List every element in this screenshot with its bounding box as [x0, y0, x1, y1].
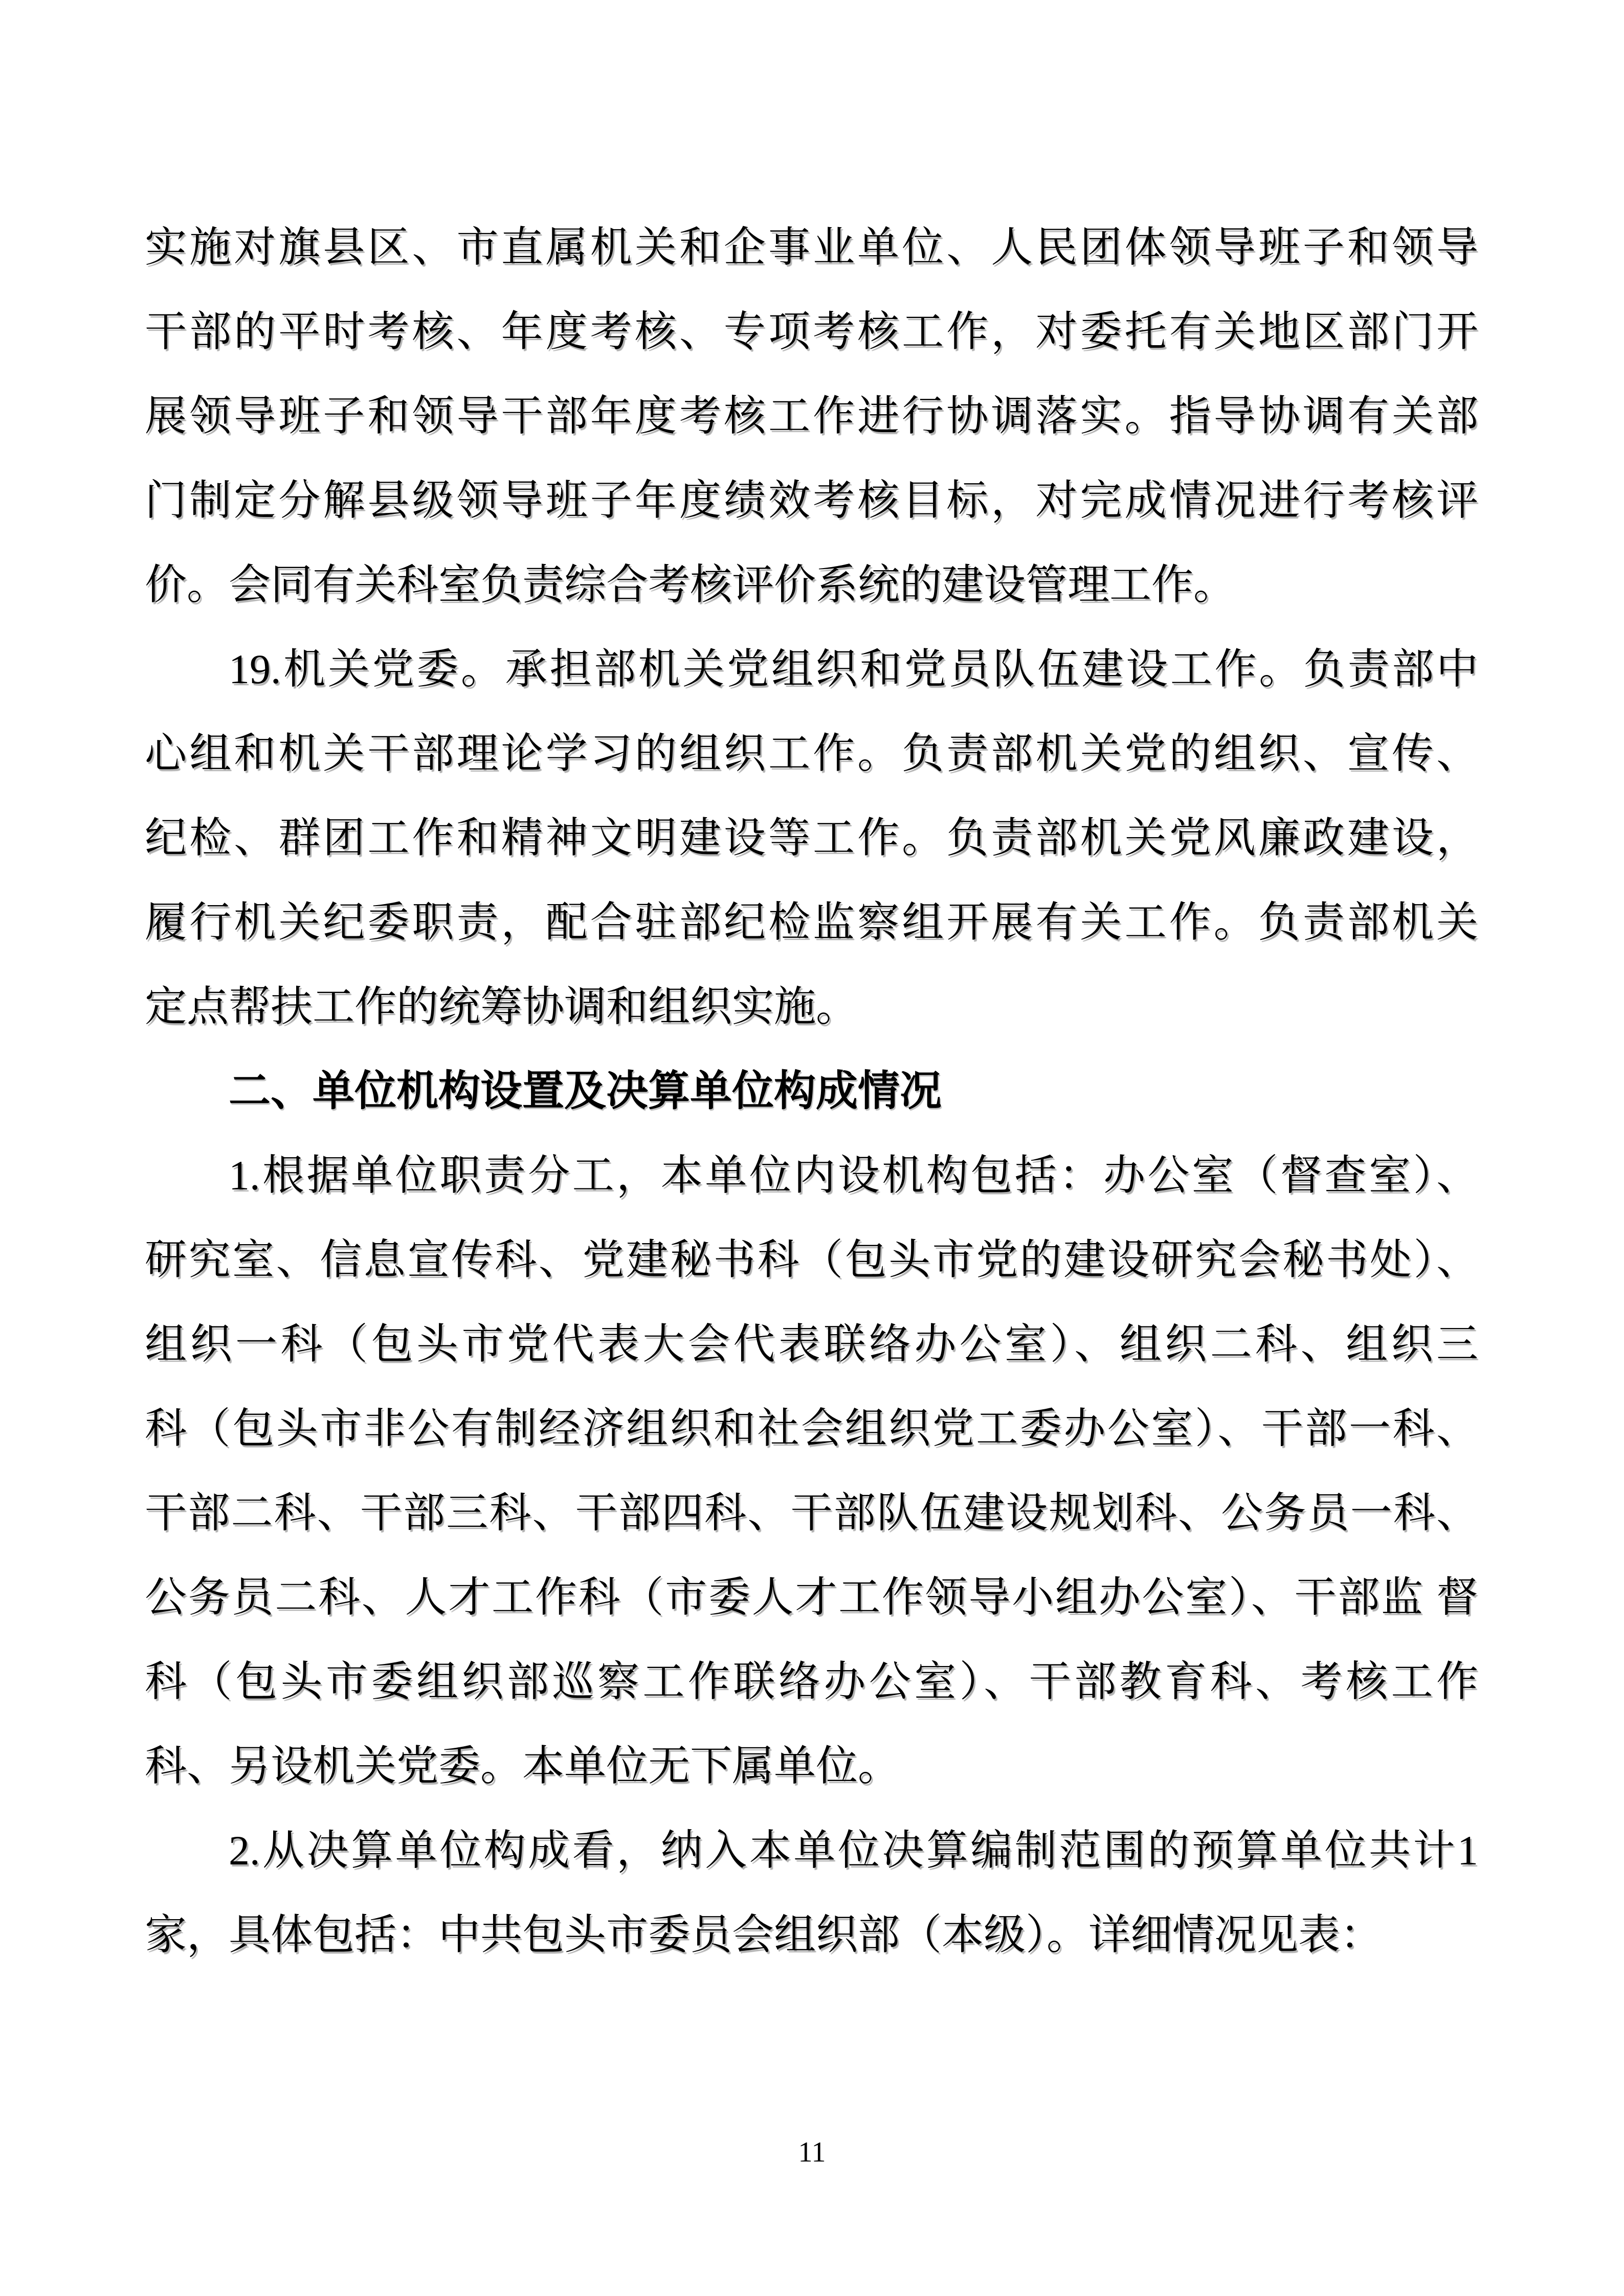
- text-line: 2.从决算单位构成看，纳入本单位决算编制范围的预算单位共计1: [229, 1827, 1478, 1874]
- text-line: 纪检、群团工作和精神文明建设等工作。负责部机关党风廉政建设，: [145, 815, 1478, 861]
- text-block: [145, 205, 1478, 1977]
- text-line: 展领导班子和领导干部年度考核工作进行协调落实。指导协调有关部: [145, 393, 1478, 439]
- text-line: 心组和机关干部理论学习的组织工作。负责部机关党的组织、宣传、: [145, 730, 1478, 777]
- text-line: 组织一科（包头市党代表大会代表联络办公室）、组织二科、组织三: [145, 1321, 1478, 1367]
- page-number: 11: [798, 2136, 826, 2168]
- section-heading: 二、单位机构设置及决算单位构成情况: [229, 1068, 942, 1114]
- paragraph-item-2: [145, 1808, 1478, 1977]
- text-line: 科、另设机关党委。本单位无下属单位。: [145, 1743, 900, 1789]
- paragraph-continuation: [145, 205, 1478, 627]
- text-line: 干部二科、干部三科、干部四科、干部队伍建设规划科、公务员一科、: [145, 1490, 1478, 1536]
- text-line: 家，具体包括：中共包头市委员会组织部（本级）。详细情况见表：: [145, 1911, 1383, 1958]
- text-line: 定点帮扶工作的统筹协调和组织实施。: [145, 983, 858, 1030]
- text-line: 研究室、信息宣传科、党建秘书科（包头市党的建设研究会秘书处）、: [145, 1236, 1478, 1283]
- paragraph-item-19: [145, 627, 1478, 1049]
- text-line: 实施对旗县区、市直属机关和企事业单位、人民团体领导班子和领导: [145, 224, 1478, 271]
- text-line: 干部的平时考核、年度考核、专项考核工作，对委托有关地区部门开: [145, 308, 1478, 355]
- text-line: 19.机关党委。承担部机关党组织和党员队伍建设工作。负责部中: [229, 646, 1478, 692]
- text-line: 科（包头市非公有制经济组织和社会组织党工委办公室）、干部一科、: [145, 1405, 1478, 1452]
- text-line: 科（包头市委组织部巡察工作联络办公室）、干部教育科、考核工作: [145, 1658, 1478, 1705]
- text-line: 门制定分解县级领导班子年度绩效考核目标，对完成情况进行考核评: [145, 477, 1478, 524]
- text-line: 公务员二科、人才工作科（市委人才工作领导小组办公室）、干部监 督: [145, 1574, 1478, 1620]
- paragraph-item-1: [145, 1133, 1478, 1808]
- text-line: 价。会同有关科室负责综合考核评价系统的建设管理工作。: [145, 561, 1236, 608]
- text-line: 履行机关纪委职责，配合驻部纪检监察组开展有关工作。负责部机关: [145, 899, 1478, 946]
- text-line: 1.根据单位职责分工，本单位内设机构包括：办公室（督查室）、: [229, 1152, 1478, 1199]
